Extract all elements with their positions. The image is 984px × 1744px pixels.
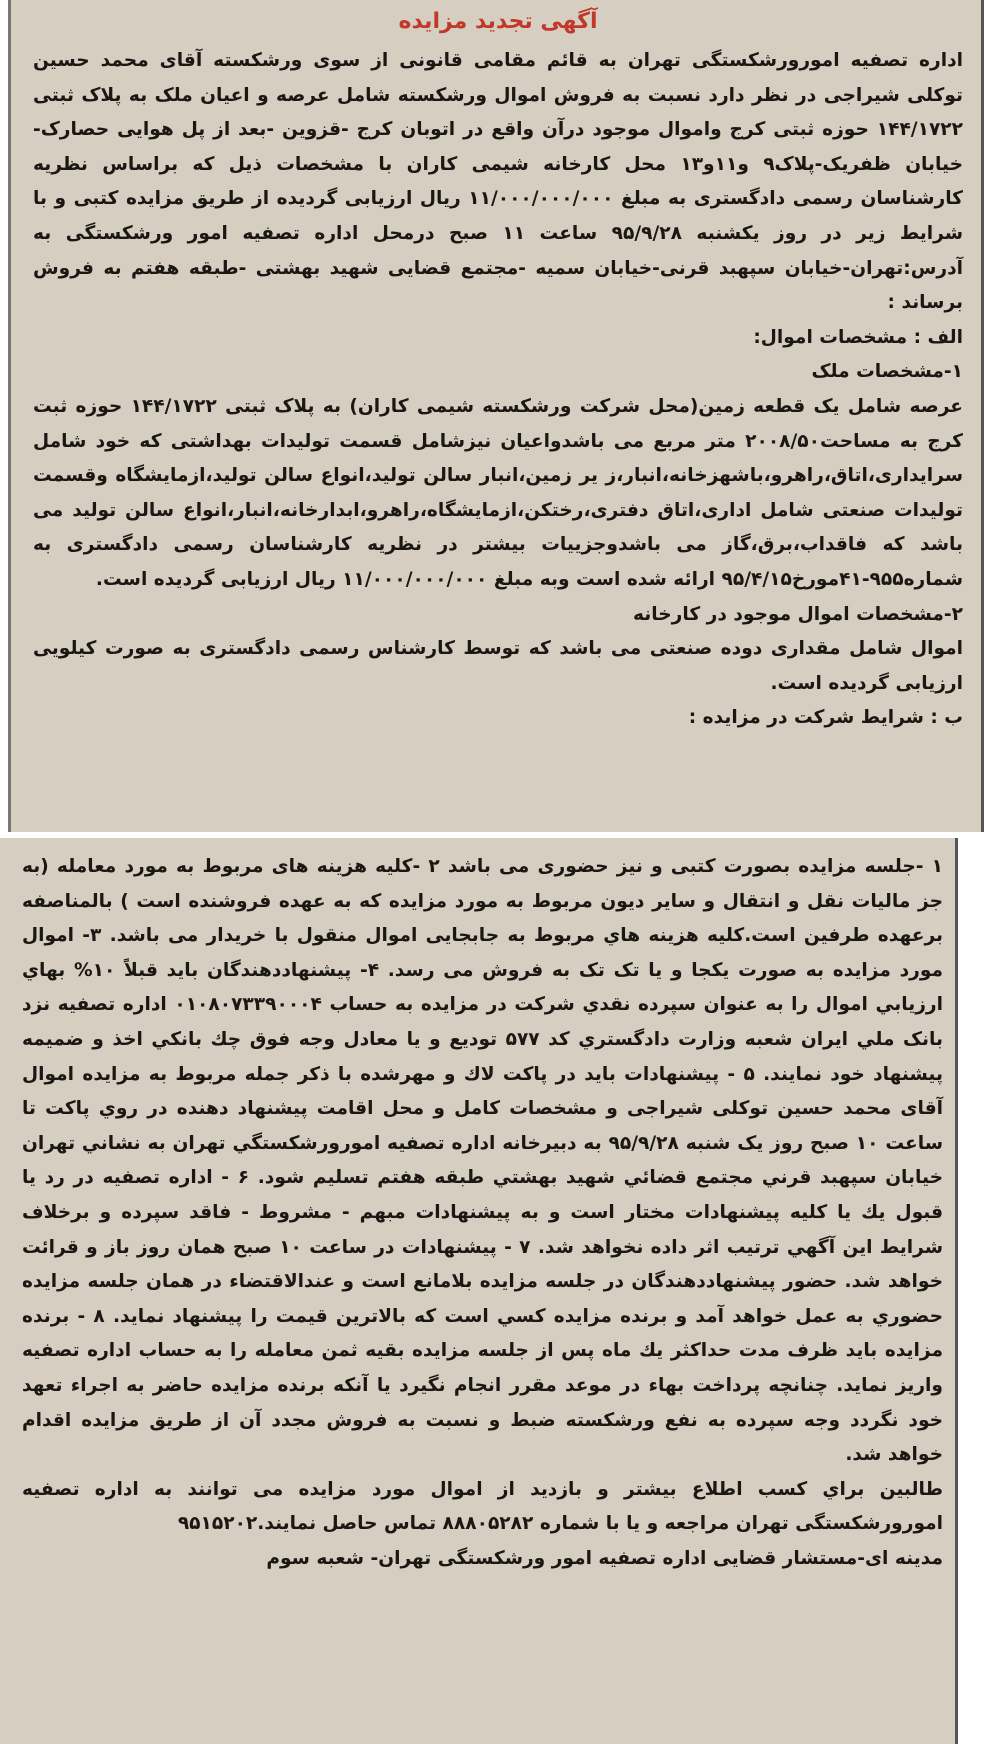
- item2-heading: ۲-مشخصات اموال موجود در کارخانه: [633, 603, 963, 625]
- item1-heading: ۱-مشخصات ملک: [811, 361, 963, 383]
- item2-paragraph: اموال شامل مقداری دوده صنعتی می باشد که توسط کارشناس رسمی دادگستری به صورت کیلویی ارزیابی گردیده است.: [33, 638, 963, 694]
- notice-title: آگهی تجدید مزایده: [398, 9, 598, 34]
- intro-paragraph: اداره تصفیه امورورشکستگی تهران به قائم مقامی قانونی از سوی ورشکسته آقای محمد حسین توکلی شیراجی در نظر دارد نسبت به فروش اموال ورشکسته شامل عرصه و اعیان ملک به پلاک ثبتی ۱۴۴/۱۷۲۲ حوزه ثبتی کرج واموال موجود درآن واقع در اتوبان کرج -قزوین -بعد از پل هوایی حصارک-خیابان ظفریک-پلاک۹ و۱۱و۱۳ محل کارخانه شیمی کاران با مشخصات ذیل که براساس نظریه کارشناسان رسمی دادگستری به مبلغ ۱۱/۰۰۰/۰۰۰/۰۰۰ ریال ارزیابی گردیده از طریق مزایده کتبی و با شرایط زیر در روز یکشنبه ۹۵/۹/۲۸ ساعت ۱۱ صبح درمحل اداره تصفیه امور ورشکستگی به آدرس:تهران-خیابان سپهبد قرنی-خیابان سمیه -مجتمع قضایی شهید بهشتی -طبقه هفتم به فروش برساند :: [33, 50, 963, 314]
- notice-bottom-section: [0, 838, 958, 1744]
- contact-paragraph: طالبین براي کسب اطلاع بیشتر و بازدید از اموال مورد مزایده می توانند به اداره تصفیه امورورشکستگی تهران مراجعه و یا با شماره ۸۸۸۰۵۲۸۲ تماس حاصل نمایند.۹۵۱۵۲۰۲: [22, 1478, 943, 1535]
- notice-top-section: [8, 0, 984, 832]
- section-a-heading: الف : مشخصات اموال:: [753, 326, 963, 348]
- conditions-paragraph: ۱ -جلسه مزایده بصورت کتبی و نیز حضوری می باشد ۲ -کلیه هزینه های مربوط به مورد معامله (به جز مالیات نقل و انتقال و سایر دیون مربوط به مورد مزایده که به عهده فروشنده است ) بالمناصفه برعهده طرفین است.کلیه هزینه هاي مربوط به جابجایی اموال منقول با خریدار می باشد. ۳- اموال مورد مزایده به صورت یکجا و یا تک تک به فروش می رسد. ۴- پیشنهاددهندگان باید قبلاً ۱۰% بهاي ارزیابي اموال را به عنوان سپرده نقدي شرکت در مزایده به حساب ۰۱۰۸۰۷۳۳۹۰۰۰۴ اداره تصفیه نزد بانک ملي ایران شعبه وزارت دادگستري کد ۵۷۷ تودیع و یا معادل وجه فوق چك بانکي اخذ و ضمیمه پیشنهاد خود نمایند. ۵ - پیشنهادات باید در پاکت لاك و مهرشده با ذکر جمله مربوط به مزایده اموال آقای محمد حسین توکلی شیراجی و مشخصات کامل و محل اقامت پیشنهاد دهنده در روي پاکت تا ساعت ۱۰ صبح روز یک شنبه ۹۵/۹/۲۸ به دبیرخانه اداره تصفیه امورورشکستگي تهران به نشاني تهران خیابان سپهبد قرني مجتمع قضائي شهید بهشتي طبقه هفتم تسلیم شود. ۶ - اداره تصفیه در رد یا قبول یك یا کلیه پیشنهادات مختار است و به پیشنهادات مبهم - مشروط - فاقد سپرده و برخلاف شرایط این آگهي ترتیب اثر داده نخواهد شد. ۷ - پیشنهادات در ساعت ۱۰ صبح همان روز باز و قرائت خواهد شد. حضور پیشنهاددهندگان در جلسه مزایده بلامانع است و عندالاقتضاء در همان جلسه مزایده حضوري به عمل خواهد آمد و برنده مزایده کسي است که بالاترین قیمت را پیشنهاد نماید. ۸ - برنده مزایده باید ظرف مدت حداکثر یك ماه پس از جلسه مزایده بقیه ثمن معامله را به حساب اداره تصفیه واریز نماید. چنانچه پرداخت بهاء در موعد مقرر انجام نگیرد یا آنکه برنده مزایده حاضر به اجراء تعهد خود نگردد وجه سپرده به نفع ورشکسته ضبط و نسبت به فروش مجدد آن از طریق مزایده اقدام خواهد شد.: [22, 856, 944, 1466]
- item1-paragraph: عرصه شامل یک قطعه زمین(محل شرکت ورشکسته شیمی کاران) به پلاک ثبتی ۱۴۴/۱۷۲۲ حوزه ثبت کرج به مساحت۲۰۰۸/۵۰ متر مربع می باشدواعیان نیزشامل قسمت تولیدات بهداشتی که خود شامل سرایداری،اتاق،راهرو،باشهزخانه،انبار،ز یر زمین،انبار سالن تولید،انواع سالن تولید،ازمایشگاه وقسمت تولیدات صنعتی شامل اداری،اتاق دفتری،رختکن،ازمایشگاه،راهرو،ابدارخانه،انبار،انواع سالن تولید می باشد که فاقداب،برق،گاز می باشدوجزییات بیشتر در نظریه کارشناسان رسمی دادگستری به شماره۹۵۵-۴۱مورخ۹۵/۴/۱۵ ارائه شده است وبه مبلغ ۱۱/۰۰۰/۰۰۰/۰۰۰ ریال ارزیابی گردیده است.: [33, 395, 963, 590]
- section-b-heading: ب : شرایط شرکت در مزایده :: [688, 707, 963, 729]
- signature-line: مدینه ای-مستشار قضایی اداره تصفیه امور ورشکستگی تهران- شعبه سوم: [266, 1547, 943, 1569]
